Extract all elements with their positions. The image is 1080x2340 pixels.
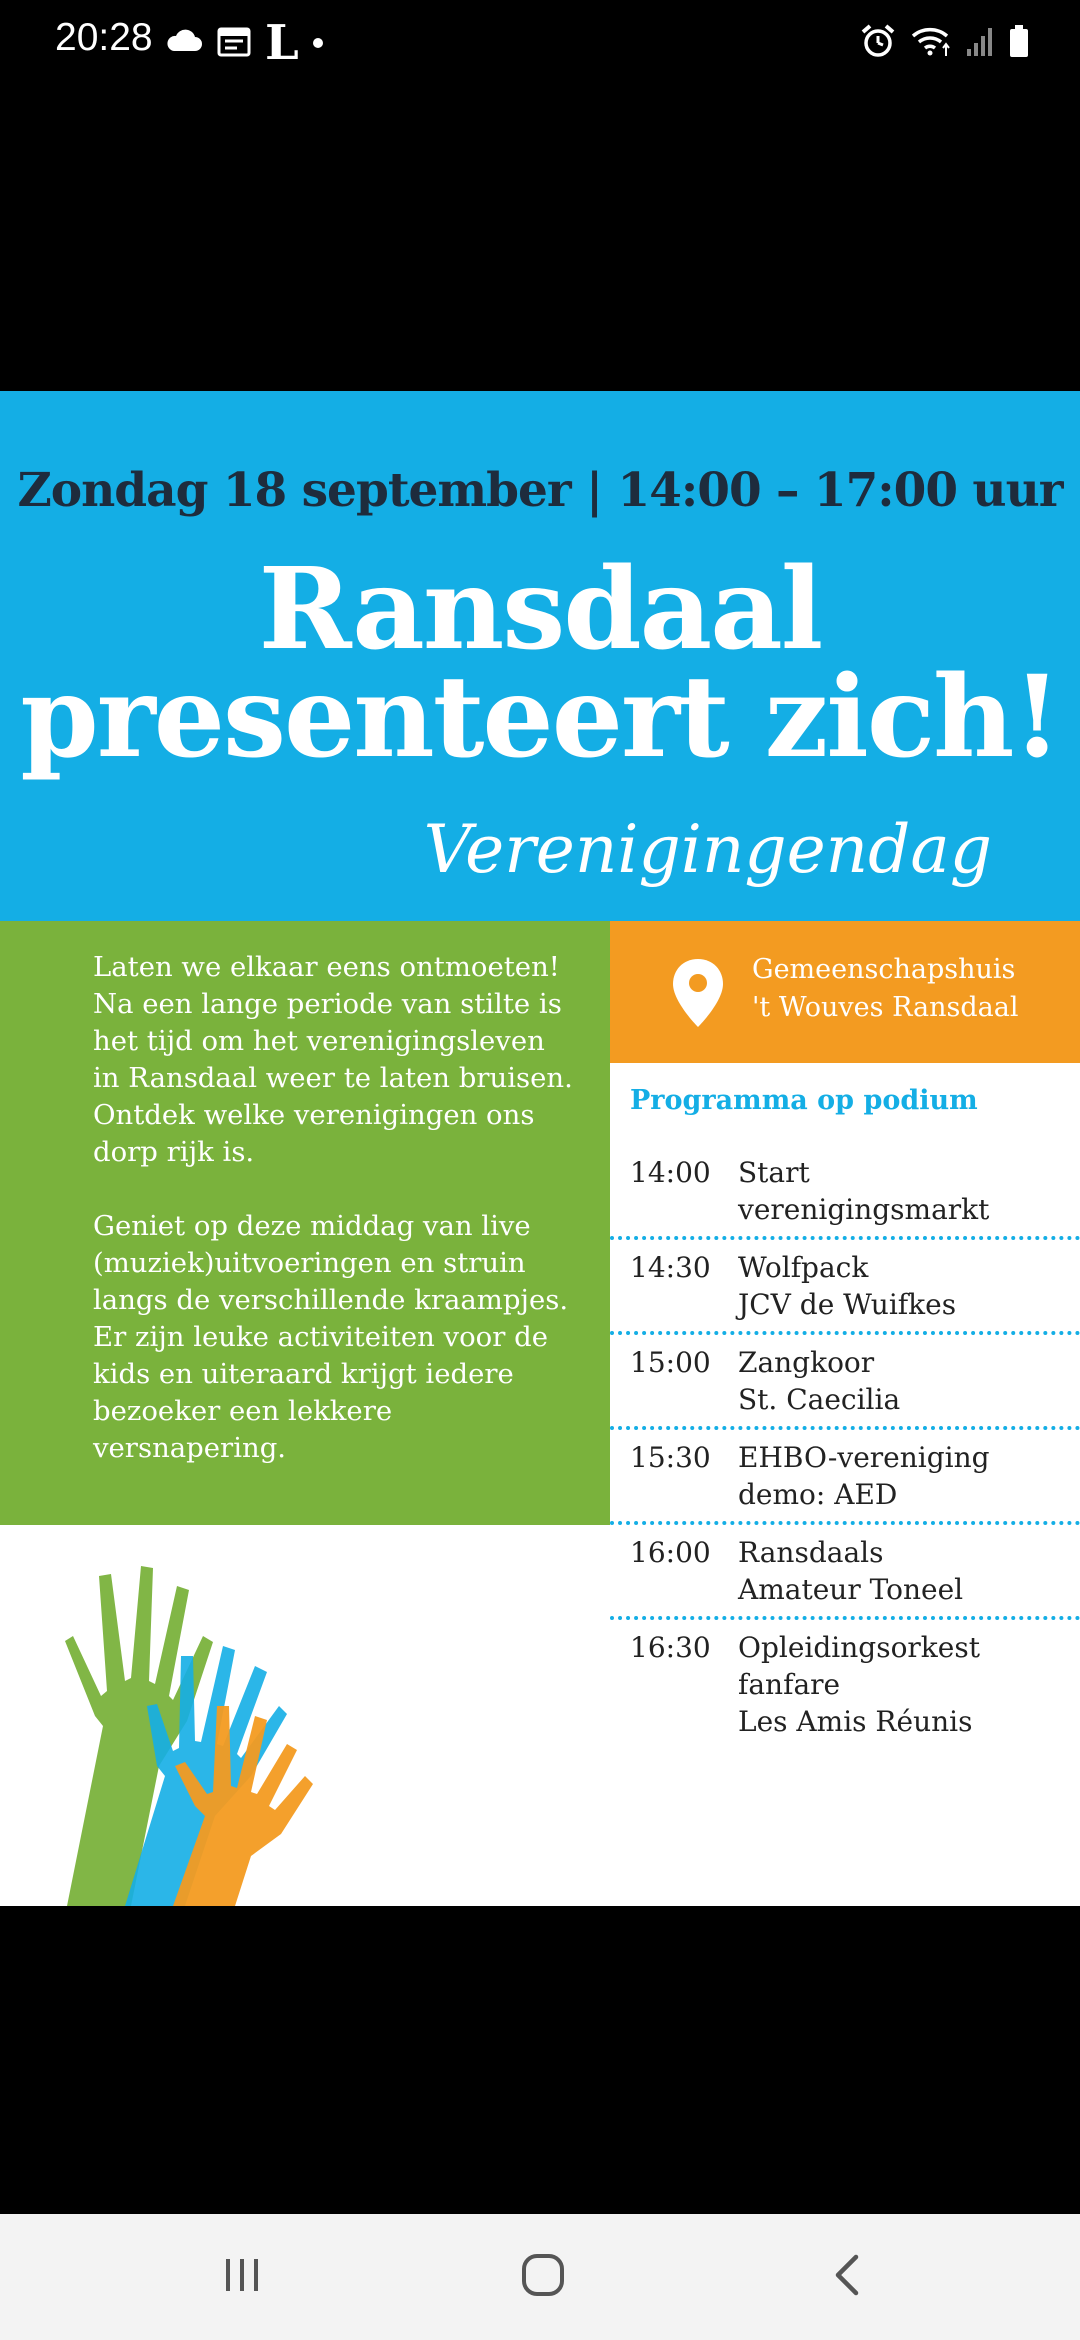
status-bar <box>0 0 1080 80</box>
event-title <box>0 544 1080 783</box>
program-time: 16:30 <box>630 1631 711 1664</box>
event-subtitle: Verenigingendag <box>423 811 992 888</box>
notification-dot-icon <box>313 38 323 48</box>
back-button[interactable] <box>812 2244 882 2310</box>
program-time: 16:00 <box>630 1536 711 1569</box>
program-act: EHBO-vereniging demo: AED <box>738 1441 990 1511</box>
program-act: Wolfpack JCV de Wuifkes <box>738 1251 957 1321</box>
status-right-icons <box>860 18 1030 68</box>
home-button[interactable] <box>508 2244 578 2310</box>
program-time: 14:00 <box>630 1156 711 1189</box>
program-time: 14:30 <box>630 1251 711 1284</box>
program-title: Programma op podium <box>630 1085 978 1116</box>
intro-paragraph-2: Geniet op deze middag van live (muziek)uitvoeringen en struin langs de verschillende kraampjes. Er zijn leuke activiteiten voor de kids en uiteraard krijgt iedere bezoeker een lekkere versnapering. <box>93 1210 569 1464</box>
calendar-icon <box>217 25 251 61</box>
alarm-icon <box>860 23 896 63</box>
poster-header <box>0 391 1080 921</box>
intro-panel <box>0 921 610 1525</box>
system-nav-bar <box>0 2214 1080 2340</box>
program-time: 15:00 <box>630 1346 711 1379</box>
event-title-line1: Ransdaal <box>258 544 822 675</box>
program-act: Opleidingsorkest fanfare Les Amis Réunis <box>738 1631 980 1738</box>
program-row <box>610 1525 1080 1620</box>
program-row <box>610 1335 1080 1430</box>
back-icon <box>832 2253 862 2301</box>
intro-paragraph-1: Laten we elkaar eens ontmoeten! Na een lange periode van stilte is het tijd om het verenigingsleven in Ransdaal weer te laten bruisen. Ontdek welke verenigingen ons dorp rijk is. <box>93 951 573 1168</box>
status-left-icons <box>165 15 323 71</box>
program-row <box>610 1240 1080 1335</box>
wifi-icon <box>910 24 952 62</box>
program-act: Start verenigingsmarkt <box>738 1156 990 1226</box>
raised-hands-illustration <box>55 1566 325 1906</box>
recent-apps-button[interactable] <box>207 2244 277 2310</box>
program-row <box>610 1145 1080 1240</box>
signal-icon <box>966 25 994 61</box>
program-row <box>610 1430 1080 1525</box>
status-time: 20:28 <box>55 16 153 59</box>
app-L-icon: L <box>265 15 299 71</box>
intro-text <box>93 949 593 1467</box>
home-icon <box>520 2252 566 2302</box>
recent-apps-icon <box>222 2255 262 2299</box>
program-act: Zangkoor St. Caecilia <box>738 1346 901 1416</box>
location-panel <box>610 921 1080 1063</box>
cloud-icon <box>165 29 203 57</box>
program-time: 15:30 <box>630 1441 711 1474</box>
program-row <box>610 1620 1080 1748</box>
event-poster <box>0 391 1080 1906</box>
program-act: Ransdaals Amateur Toneel <box>738 1536 964 1606</box>
program-panel <box>610 1063 1080 1906</box>
battery-icon <box>1008 24 1030 62</box>
program-list <box>610 1145 1080 1748</box>
location-text: Gemeenschapshuis 't Wouves Ransdaal <box>752 954 1019 1023</box>
event-title-line2: presenteert zich! <box>20 652 1060 783</box>
location-pin-icon <box>670 957 726 1033</box>
event-date: Zondag 18 september | 14:00 – 17:00 uur <box>17 463 1063 518</box>
